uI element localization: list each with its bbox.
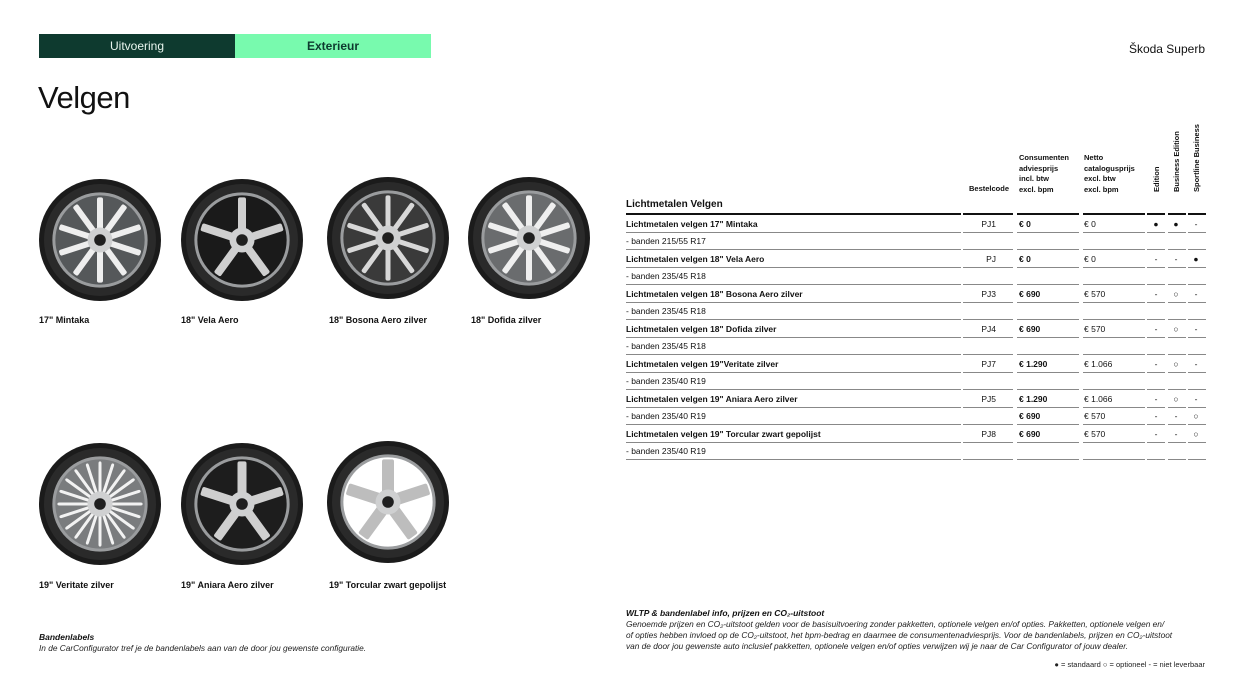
- table-divider: [1083, 459, 1145, 460]
- table-row-netto-price: € 1.066: [1084, 394, 1113, 404]
- table-row-netto-price: € 1.066: [1084, 359, 1113, 369]
- table-row-name: Lichtmetalen velgen 18" Dofida zilver: [626, 324, 777, 334]
- table-row-sportline-business: ●: [1193, 254, 1199, 264]
- table-divider: [1168, 372, 1186, 373]
- table-divider: [1083, 284, 1145, 285]
- table-divider: [1017, 442, 1079, 443]
- table-divider: [626, 459, 961, 460]
- table-divider: [1147, 213, 1165, 215]
- table-divider: [963, 213, 1013, 215]
- table-divider: [1188, 372, 1206, 373]
- table-row-name: Lichtmetalen velgen 19"Veritate zilver: [626, 359, 779, 369]
- table-divider: [1168, 319, 1186, 320]
- table-row-business-edition: ○: [1173, 394, 1179, 404]
- header-netto: [1084, 153, 1135, 195]
- table-row-tyre-size: - banden 235/45 R18: [626, 306, 706, 316]
- table-divider: [1168, 459, 1186, 460]
- table-row-sportline-business: -: [1194, 219, 1198, 229]
- table-divider: [963, 284, 1013, 285]
- header-netto-line: excl. bpm: [1084, 184, 1119, 194]
- table-row-consumer-price: € 0: [1019, 254, 1031, 264]
- table-divider: [626, 424, 961, 425]
- table-row-sportline-business: -: [1194, 324, 1198, 334]
- table-row-edition: -: [1154, 394, 1158, 404]
- table-divider: [1083, 407, 1145, 408]
- table-divider: [626, 389, 961, 390]
- table-divider: [1017, 232, 1079, 233]
- table-divider: [1188, 213, 1206, 215]
- table-row-code: PJ3: [981, 289, 996, 299]
- table-divider: [626, 354, 961, 355]
- table-row-consumer-price: € 1.290: [1019, 394, 1048, 404]
- table-divider: [1168, 249, 1186, 250]
- table-divider: [626, 319, 961, 320]
- bandenlabels-text: In de CarConfigurator tref je de bandenlabels aan van de door jou gewenste configuratie.: [39, 643, 367, 653]
- table-divider: [1188, 267, 1206, 268]
- table-divider: [1083, 267, 1145, 268]
- header-consumenten-line: Consumenten: [1019, 153, 1070, 162]
- header-sportline-business: Sportline Business: [1192, 124, 1201, 192]
- table-divider: [1083, 442, 1145, 443]
- table-divider: [1188, 407, 1206, 408]
- header-consumenten-line: adviesprijs: [1019, 163, 1059, 173]
- table-divider: [1168, 407, 1186, 408]
- table-divider: [963, 459, 1013, 460]
- table-divider: [1017, 213, 1079, 215]
- table-divider: [1147, 459, 1165, 460]
- table-divider: [1147, 284, 1165, 285]
- table-row-business-edition: ○: [1173, 324, 1179, 334]
- table-divider: [1188, 319, 1206, 320]
- table-row-edition: -: [1154, 411, 1158, 421]
- table-row-name: Lichtmetalen velgen 19" Aniara Aero zilver: [626, 394, 798, 404]
- table-divider: [963, 232, 1013, 233]
- table-row-edition: -: [1154, 429, 1158, 439]
- table-row-tyre-size: - banden 235/45 R18: [626, 271, 706, 281]
- table-row-business-edition: ●: [1173, 219, 1179, 229]
- table-row-business-edition: ○: [1173, 359, 1179, 369]
- table-divider: [1017, 319, 1079, 320]
- table-divider: [626, 232, 961, 233]
- wheel-label: 19" Veritate zilver: [39, 580, 114, 590]
- table-row-sportline-business: -: [1194, 394, 1198, 404]
- wheel-label: 19" Torcular zwart gepolijst: [329, 580, 447, 590]
- table-row-netto-price: € 0: [1084, 254, 1096, 264]
- table-divider: [963, 354, 1013, 355]
- table-divider: [1147, 407, 1165, 408]
- table-divider: [1083, 319, 1145, 320]
- table-divider: [1017, 459, 1079, 460]
- table-divider: [1083, 302, 1145, 303]
- table-divider: [1188, 459, 1206, 460]
- wheel-label: 18" Vela Aero: [181, 315, 239, 325]
- table-row-netto-price: € 570: [1084, 324, 1106, 334]
- table-divider: [1147, 232, 1165, 233]
- table-divider: [1147, 424, 1165, 425]
- table-divider: [1188, 424, 1206, 425]
- table-row-code: PJ7: [981, 359, 996, 369]
- table-row-name: Lichtmetalen velgen 18" Bosona Aero zilver: [626, 289, 803, 299]
- table-divider: [1147, 319, 1165, 320]
- table-divider: [1083, 389, 1145, 390]
- table-row-tyre-size: - banden 215/55 R17: [626, 236, 706, 246]
- table-row-edition: ●: [1153, 219, 1159, 229]
- table-row-code: PJ5: [981, 394, 996, 404]
- table-divider: [1017, 354, 1079, 355]
- table-divider: [963, 424, 1013, 425]
- table-row-business-edition: -: [1174, 429, 1178, 439]
- wheel-image: [180, 178, 304, 302]
- table-row-consumer-price: € 690: [1019, 429, 1041, 439]
- table-row-tyre-size: - banden 235/45 R18: [626, 341, 706, 351]
- table-row-name: Lichtmetalen velgen 19" Torcular zwart gepolijst: [626, 429, 821, 439]
- wheel-image: [326, 440, 450, 564]
- table-row-edition: -: [1154, 359, 1158, 369]
- table-divider: [626, 249, 961, 250]
- table-divider: [1188, 302, 1206, 303]
- table-row-code: PJ8: [981, 429, 996, 439]
- header-edition: Edition: [1152, 166, 1161, 192]
- table-divider: [1168, 232, 1186, 233]
- table-divider: [1083, 337, 1145, 338]
- table-row-netto-price: € 570: [1084, 289, 1106, 299]
- table-row-code: PJ: [986, 254, 996, 264]
- table-divider: [1017, 249, 1079, 250]
- table-divider: [1083, 354, 1145, 355]
- table-divider: [1083, 424, 1145, 425]
- table-divider: [1168, 354, 1186, 355]
- table-divider: [963, 389, 1013, 390]
- table-row-name: Lichtmetalen velgen 18" Vela Aero: [626, 254, 765, 264]
- wltp-line: Genoemde prijzen en CO₂-uitstoot gelden voor de basisuitvoering zonder pakketten, optionele velgen en/of opties. Pakketten, optionele velgen en/: [626, 619, 1165, 629]
- wheel-image: [38, 442, 162, 566]
- wheel-image: [326, 176, 450, 300]
- table-row-netto-price: € 570: [1084, 429, 1106, 439]
- table-row-netto-price: € 0: [1084, 219, 1096, 229]
- table-divider: [1147, 302, 1165, 303]
- table-divider: [1188, 284, 1206, 285]
- table-row-sportline-business: ○: [1193, 429, 1199, 439]
- table-row-business-edition: ○: [1173, 289, 1179, 299]
- wheel-label: 18" Bosona Aero zilver: [329, 315, 427, 325]
- table-row-consumer-price: € 1.290: [1019, 359, 1048, 369]
- table-row-tyre-size: - banden 235/40 R19: [626, 411, 706, 421]
- table-divider: [963, 442, 1013, 443]
- table-divider: [1017, 267, 1079, 268]
- table-row-netto-price: € 570: [1084, 411, 1106, 421]
- header-business-edition: Business Edition: [1172, 131, 1181, 192]
- table-row-sportline-business: ○: [1193, 411, 1199, 421]
- table-divider: [1147, 249, 1165, 250]
- header-bestelcode: Bestelcode: [969, 184, 1010, 193]
- table-divider: [1168, 424, 1186, 425]
- table-divider: [1083, 232, 1145, 233]
- table-divider: [1017, 284, 1079, 285]
- table-divider: [1168, 284, 1186, 285]
- table-divider: [1147, 354, 1165, 355]
- table-divider: [1188, 232, 1206, 233]
- section-title: Lichtmetalen Velgen: [626, 199, 723, 210]
- table-divider: [1188, 389, 1206, 390]
- tab-exterieur[interactable]: Exterieur: [235, 34, 431, 58]
- table-divider: [1017, 337, 1079, 338]
- table-row-consumer-price: € 690: [1019, 289, 1041, 299]
- table-divider: [1147, 389, 1165, 390]
- bandenlabels-title: Bandenlabels: [39, 632, 95, 642]
- table-divider: [1017, 389, 1079, 390]
- table-row-name: Lichtmetalen velgen 17" Mintaka: [626, 219, 758, 229]
- table-row-tyre-size: - banden 235/40 R19: [626, 376, 706, 386]
- table-divider: [963, 337, 1013, 338]
- header-netto-line: catalogusprijs: [1084, 163, 1135, 173]
- table-divider: [1017, 424, 1079, 425]
- table-divider: [1147, 337, 1165, 338]
- table-divider: [1188, 337, 1206, 338]
- table-divider: [626, 302, 961, 303]
- table-divider: [963, 249, 1013, 250]
- table-divider: [963, 267, 1013, 268]
- table-row-sportline-business: -: [1194, 359, 1198, 369]
- wheel-image: [467, 176, 591, 300]
- header-consumenten: [1019, 153, 1069, 195]
- table-divider: [963, 372, 1013, 373]
- table-divider: [1168, 442, 1186, 443]
- table-row-business-edition: -: [1174, 411, 1178, 421]
- table-divider: [1188, 442, 1206, 443]
- legend: ● = standaard ○ = optioneel - = niet leverbaar: [1054, 660, 1205, 669]
- table-divider: [626, 213, 961, 215]
- table-row-tyre-size: - banden 235/40 R19: [626, 446, 706, 456]
- header-netto-line: Netto: [1084, 153, 1104, 162]
- table-row-consumer-price: € 690: [1019, 411, 1041, 421]
- wheel-label: 17" Mintaka: [39, 315, 90, 325]
- table-divider: [963, 407, 1013, 408]
- tab-bar: [39, 34, 431, 58]
- wheel-label: 19" Aniara Aero zilver: [181, 580, 274, 590]
- table-row-code: PJ1: [981, 219, 996, 229]
- wheel-image: [180, 442, 304, 566]
- brand-name: Škoda Superb: [1128, 42, 1205, 56]
- wltp-title: WLTP & bandenlabel info, prijzen en CO₂-uitstoot: [626, 608, 825, 618]
- table-row-edition: -: [1154, 289, 1158, 299]
- wltp-text: [626, 619, 1206, 652]
- table-divider: [1083, 213, 1145, 215]
- table-row-sportline-business: -: [1194, 289, 1198, 299]
- table-divider: [1188, 249, 1206, 250]
- table-divider: [1168, 302, 1186, 303]
- table-divider: [626, 284, 961, 285]
- tab-uitvoering[interactable]: Uitvoering: [39, 34, 235, 58]
- table-row-code: PJ4: [981, 324, 996, 334]
- table-row-business-edition: -: [1174, 254, 1178, 264]
- table-divider: [626, 407, 961, 408]
- table-divider: [1168, 267, 1186, 268]
- table-divider: [1168, 389, 1186, 390]
- table-divider: [1168, 337, 1186, 338]
- table-divider: [1147, 267, 1165, 268]
- table-divider: [963, 319, 1013, 320]
- wltp-line: van de door jou gewenste auto inclusief pakketten, optionele velgen en/of opties verwijzen wij je naar de Car Configurator of jouw dealer.: [626, 641, 1128, 651]
- table-divider: [1168, 213, 1186, 215]
- table-divider: [1083, 249, 1145, 250]
- table-divider: [626, 372, 961, 373]
- table-divider: [1147, 442, 1165, 443]
- header-netto-line: excl. btw: [1084, 174, 1116, 183]
- table-row-edition: -: [1154, 254, 1158, 264]
- table-divider: [1147, 372, 1165, 373]
- wheel-image: [38, 178, 162, 302]
- table-divider: [1083, 372, 1145, 373]
- header-consumenten-line: excl. bpm: [1019, 184, 1054, 194]
- table-row-consumer-price: € 0: [1019, 219, 1031, 229]
- table-divider: [626, 267, 961, 268]
- page-title: Velgen: [38, 80, 130, 115]
- header-consumenten-line: incl. btw: [1019, 174, 1049, 183]
- wheel-label: 18" Dofida zilver: [471, 315, 542, 325]
- table-divider: [963, 302, 1013, 303]
- wltp-line: of opties hebben invloed op de CO₂-uitstoot, het bpm-bedrag en daarmee de consumentenadviesprijs. Voor de bandenlabels, prijzen en CO₂-uitstoot: [626, 630, 1173, 640]
- table-row-consumer-price: € 690: [1019, 324, 1041, 334]
- table-row-edition: -: [1154, 324, 1158, 334]
- table-divider: [626, 442, 961, 443]
- table-divider: [1017, 372, 1079, 373]
- table-divider: [1017, 407, 1079, 408]
- table-divider: [626, 337, 961, 338]
- table-divider: [1188, 354, 1206, 355]
- table-divider: [1017, 302, 1079, 303]
